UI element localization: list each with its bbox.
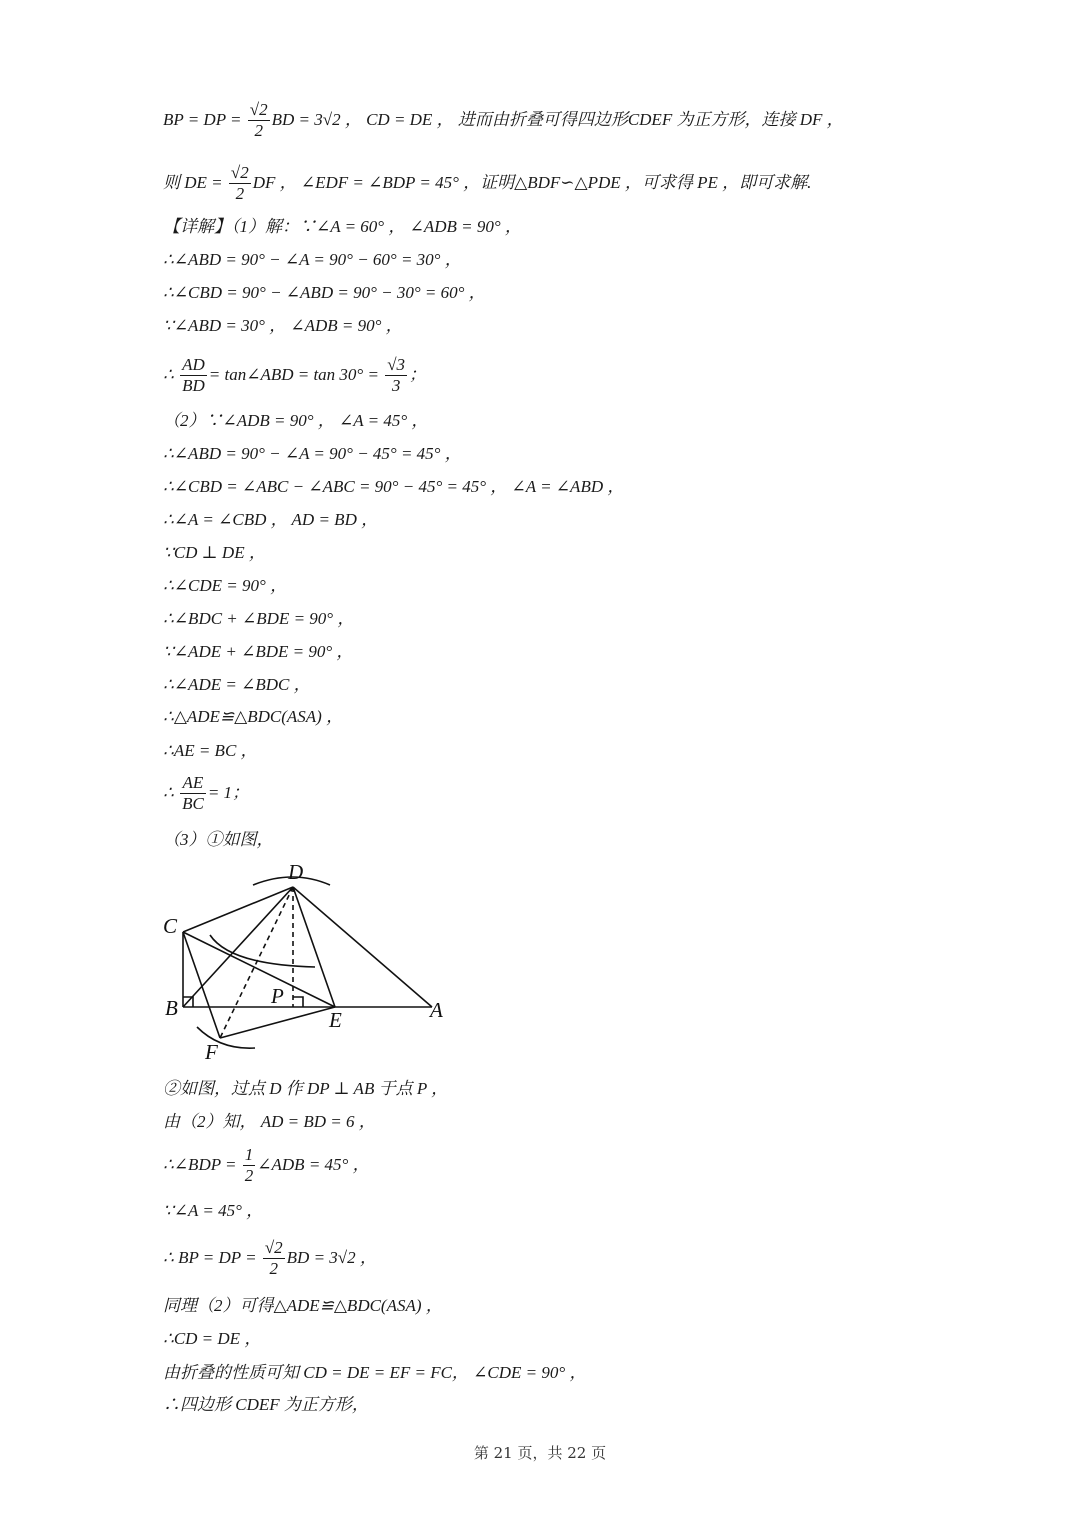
solution-line: （2）∵∠ADB = 90° ， ∠A = 45° ， (163, 411, 429, 430)
solution-line: ∴∠ADE = ∠BDC ， (163, 675, 311, 694)
solution-line: ∴∠ABD = 90° − ∠A = 90° − 45° = 45° ， (163, 444, 462, 463)
label-A: A (430, 998, 443, 1022)
solution-line: ∴CD = DE ， (163, 1329, 262, 1348)
solution-line (163, 773, 249, 814)
solution-line: ∵CD ⊥ DE ， (163, 543, 266, 562)
denominator: 2 (254, 121, 263, 140)
solution-line: ∵∠ABD = 30° ， ∠ADB = 90° ， (163, 316, 403, 335)
solution-line: （3）①如图， (163, 830, 274, 849)
solution-line (163, 1145, 370, 1186)
right-angle-P (293, 997, 303, 1007)
geometry-figure (155, 855, 455, 1070)
text: ∴ BP = DP = (163, 1248, 261, 1267)
label-D: D (288, 860, 304, 884)
numerator: √2 (264, 1238, 283, 1257)
text: = tan∠ABD = tan 30° = (208, 365, 384, 384)
solution-line: ∵∠ADE + ∠BDE = 90° ， (163, 642, 354, 661)
numerator: AE (180, 773, 206, 794)
numerator: √3 (387, 355, 406, 374)
text: ∴∠BDP = (163, 1155, 241, 1174)
page-footer: 第 21 页，共 22 页 (473, 1444, 607, 1462)
denominator: 3 (391, 376, 401, 395)
solution-line: ∴∠CBD = 90° − ∠ABD = 90° − 30° = 60° ， (163, 283, 486, 302)
denominator: 2 (244, 1166, 254, 1185)
label-C: C (163, 914, 178, 938)
segment-FE (220, 1007, 335, 1038)
fraction (180, 773, 206, 814)
denominator: BC (182, 794, 204, 813)
solution-line: ∴∠CDE = 90° ， (163, 576, 288, 595)
numerator: √2 (249, 100, 268, 119)
text: BP = DP = (163, 110, 246, 129)
numerator: AD (182, 355, 205, 374)
solution-line: ∴△ADE≌△BDC(ASA) ， (163, 707, 344, 726)
fraction (263, 1238, 285, 1279)
solution-line: 【详解】（1）解：∵∠A = 60° ， ∠ADB = 90° ， (163, 217, 522, 236)
solution-line: ②如图，过点 D 作 DP ⊥ AB 于点 P ， (163, 1079, 449, 1098)
label-P: P (271, 984, 284, 1008)
denominator: 2 (235, 184, 245, 203)
solution-line (163, 1238, 377, 1279)
text: ∴ (163, 365, 179, 384)
solution-line (163, 163, 811, 204)
label-E: E (329, 1008, 342, 1032)
text: BD = 3√2 ， CD = DE ， 进而由折叠可得四边形CDEF 为正方形，连接 DF ， (271, 110, 844, 129)
solution-line: ∴∠CBD = ∠ABC − ∠ABC = 90° − 45° = 45° ， ∠A = ∠ABD ， (163, 477, 625, 496)
solution-line: ∵∠A = 45° ， (163, 1201, 264, 1220)
solution-line: ∴四边形 CDEF 为正方形， (163, 1395, 369, 1414)
solution-line: 由折叠的性质可知 CD = DE = EF = FC， ∠CDE = 90° ， (163, 1363, 587, 1382)
text: 则 DE = (163, 173, 227, 192)
fraction (248, 100, 270, 141)
text: DF ， ∠EDF = ∠BDP = 45° ，证明△BDF∽△PDE ，可求得 PE ，即可求解. (252, 173, 812, 192)
solution-line: ∴∠A = ∠CBD ， AD = BD ， (163, 510, 379, 529)
denominator: 2 (269, 1259, 278, 1278)
segment-CD (183, 887, 293, 932)
segment-DF-dashed (220, 887, 293, 1038)
label-F: F (205, 1040, 218, 1064)
text: ∴ (163, 783, 179, 802)
numerator: 1 (244, 1145, 254, 1164)
solution-line: ∴∠ABD = 90° − ∠A = 90° − 60° = 30° ， (163, 250, 462, 269)
solution-line (163, 100, 844, 141)
solution-line (163, 355, 426, 396)
fraction (385, 355, 407, 396)
text: BD = 3√2 ， (286, 1248, 377, 1267)
solution-line: ∴∠BDC + ∠BDE = 90° ， (163, 609, 355, 628)
solution-line: 由（2）知， AD = BD = 6 ， (163, 1112, 376, 1131)
arc-middle (210, 935, 315, 967)
numerator: √2 (230, 163, 249, 182)
fraction (243, 1145, 256, 1186)
denominator: BD (182, 376, 205, 395)
solution-line: ∴AE = BC ， (163, 741, 258, 760)
text: = 1； (207, 783, 250, 802)
solution-line: 同理（2）可得△ADE≌△BDC(ASA) ， (163, 1296, 443, 1315)
fraction (180, 355, 207, 396)
text: ； (409, 365, 427, 384)
text: ∠ADB = 45° ， (257, 1155, 370, 1174)
fraction (229, 163, 251, 204)
label-B: B (165, 996, 178, 1020)
